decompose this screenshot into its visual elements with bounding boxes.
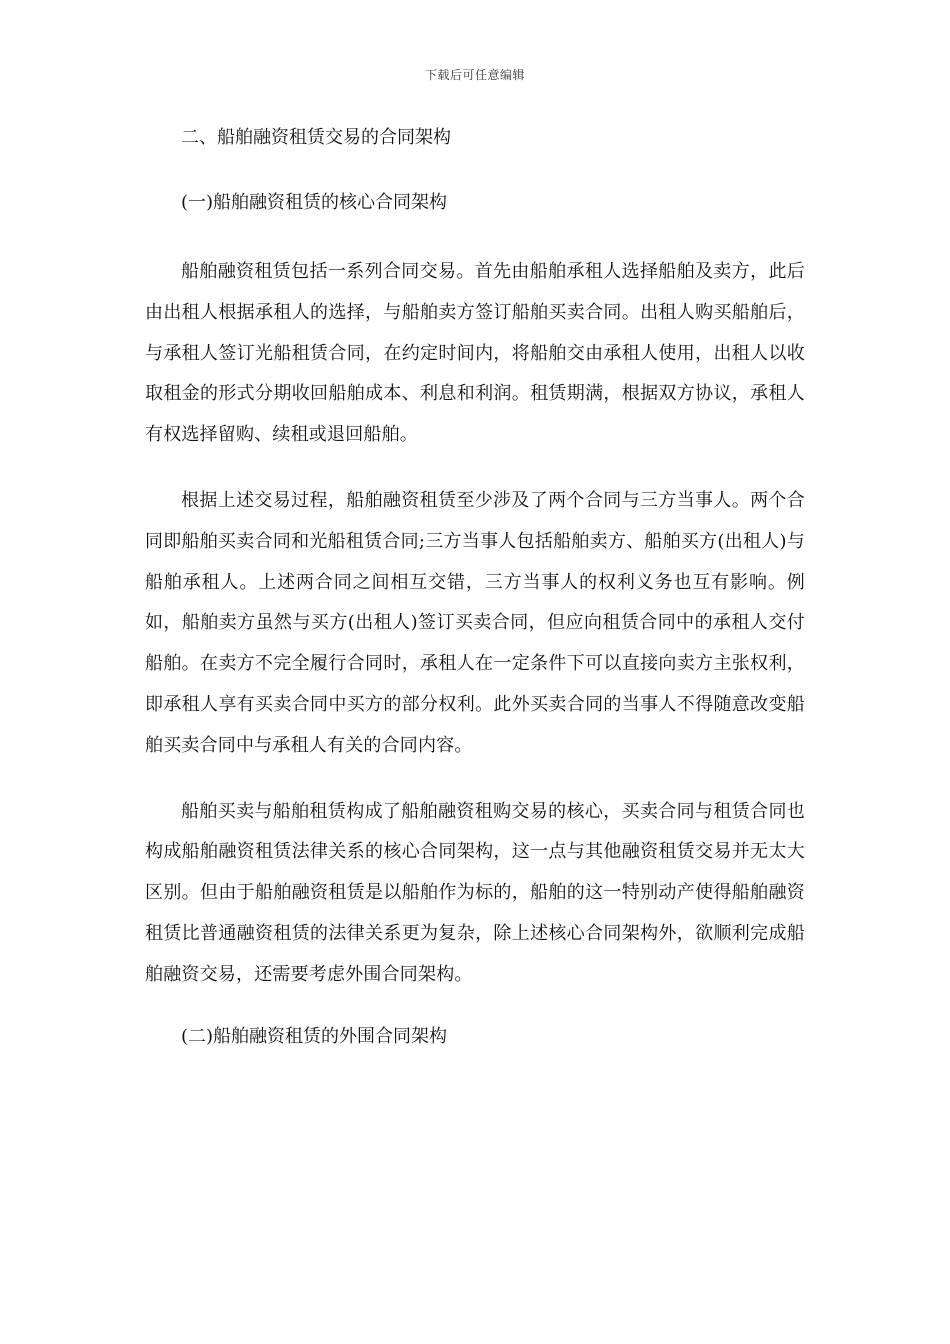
section-title: 二、船舶融资租赁交易的合同架构 [181, 127, 451, 148]
subsection-title-1: (一)船舶融资租赁的核心合同架构 [181, 192, 448, 213]
paragraph-2: 根据上述交易过程，船舶融资租赁至少涉及了两个合同与三方当事人。两个合同即船舶买卖合同和光船租赁合同;三方当事人包括船舶卖方、船舶买方(出租人)与船舶承租人。上述两合同之间相互交错，三方当事人的权利义务也互有影响。例如，船舶卖方虽然与买方(出租人)签订买卖合同，但应向租赁合同中的承租人交付船舶。在卖方不完全履行合同时，承租人在一定条件下可以直接向卖方主张权利，即承租人享有买卖合同中买方的部分权利。此外买卖合同的当事人不得随意改变船舶买卖合同中与承租人有关的合同内容。 [145, 489, 805, 756]
paragraph-3: 船舶买卖与船舶租赁构成了船舶融资租购交易的核心，买卖合同与租赁合同也构成船舶融资租赁法律关系的核心合同架构，这一点与其他融资租赁交易并无太大区别。但由于船舶融资租赁是以船舶作为标的，船舶的这一特别动产使得船舶融资租赁比普通融资租赁的法律关系更为复杂，除上述核心合同架构外，欲顺利完成船舶融资交易，还需要考虑外围合同架构。 [145, 800, 805, 985]
paragraph-1: 船舶融资租赁包括一系列合同交易。首先由船舶承租人选择船舶及卖方，此后由出租人根据承租人的选择，与船舶卖方签订船舶买卖合同。出租人购买船舶后，与承租人签订光船租赁合同，在约定时间内，将船舶交由承租人使用，出租人以收取租金的形式分期收回船舶成本、利息和利润。租赁期满，根据双方协议，承租人有权选择留购、续租或退回船舶。 [145, 261, 805, 446]
subsection-title-2: (二)船舶融资租赁的外围合同架构 [181, 1025, 448, 1047]
document-body [145, 122, 805, 1053]
header-note: 下载后可任意编辑 [424, 68, 525, 82]
